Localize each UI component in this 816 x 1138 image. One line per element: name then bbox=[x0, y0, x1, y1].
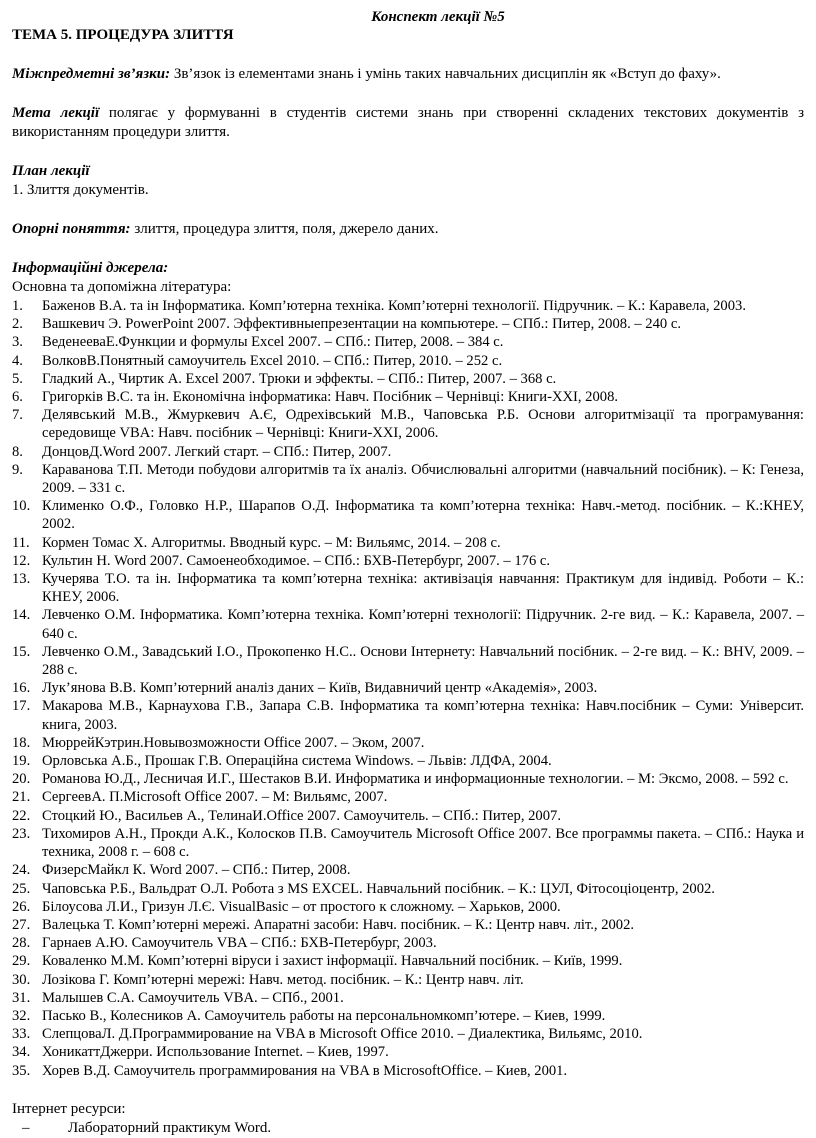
reference-item bbox=[12, 770, 804, 788]
reference-item bbox=[12, 807, 804, 825]
reference-item bbox=[12, 388, 804, 406]
reference-number: 21. bbox=[12, 789, 31, 806]
goal-paragraph bbox=[12, 104, 804, 142]
interdisciplinary-label: Міжпредметні зв’язки: bbox=[12, 66, 171, 82]
dash-bullet: – bbox=[22, 1119, 30, 1136]
reference-item bbox=[12, 788, 804, 806]
reference-item bbox=[12, 916, 804, 934]
reference-text: Коваленко М.М. Комп’ютерні віруси і захист інформації. Навчальний посібник. – Київ, 1999. bbox=[42, 953, 623, 970]
reference-item bbox=[12, 370, 804, 388]
reference-item bbox=[12, 643, 804, 679]
reference-item bbox=[12, 679, 804, 697]
reference-number: 7. bbox=[12, 407, 23, 424]
reference-number: 13. bbox=[12, 571, 31, 588]
reference-number: 12. bbox=[12, 552, 31, 569]
reference-item bbox=[12, 934, 804, 952]
reference-number: 16. bbox=[12, 680, 31, 697]
reference-item bbox=[12, 861, 804, 879]
internet-item-text: Лабораторний практикум Word. bbox=[68, 1119, 272, 1136]
reference-text: Валецька Т. Комп’ютерні мережі. Апаратні засоби: Навч. посібник. – К.: Центр навч. літ., 2002. bbox=[42, 916, 635, 933]
reference-text: Вашкевич Э. PowerPoint 2007. Эффективныепрезентации на компьютере. – СПб.: Питер, 2008. – 240 с. bbox=[42, 316, 681, 333]
reference-number: 25. bbox=[12, 880, 31, 897]
reference-text: Кормен Томас Х. Алгоритмы. Вводный курс. – М: Вильямс, 2014. – 208 с. bbox=[42, 534, 501, 551]
lecture-title: Конспект лекції №5 bbox=[371, 9, 505, 25]
lecture-page bbox=[12, 8, 804, 1138]
goal-label: Мета лекції bbox=[12, 105, 100, 121]
reference-item bbox=[12, 443, 804, 461]
reference-item bbox=[12, 352, 804, 370]
sources-label: Інформаційні джерела: bbox=[12, 260, 169, 276]
reference-text: ФизерсМайкл К. Word 2007. – СПб.: Питер, 2008. bbox=[42, 862, 351, 879]
reference-text: Лук’янова В.В. Комп’ютерний аналіз даних – Київ, Видавничий центр «Академія», 2003. bbox=[42, 680, 598, 697]
reference-number: 19. bbox=[12, 753, 31, 770]
reference-item bbox=[12, 552, 804, 570]
reference-text: Баженов В.А. та ін Інформатика. Комп’ютерна техніка. Комп’ютерні технології. Підручник. – К.: Каравела, 2003. bbox=[42, 298, 746, 314]
reference-item bbox=[12, 315, 804, 333]
reference-text: Левченко О.М. Інформатика. Комп’ютерна техніка. Комп’ютерні технології: Підручник. 2-ге вид. – К.: Каравела, 2007. – 640 с. bbox=[42, 607, 804, 642]
reference-text: СлепцоваЛ. Д.Программирование на VBA в Microsoft Office 2010. – Диалектика, Вильямс, 2010. bbox=[42, 1026, 643, 1043]
reference-number: 32. bbox=[12, 1007, 31, 1024]
reference-text: Макарова М.В., Карнаухова Г.В., Запара С.В. Інформатика та комп’ютерна техніка: Навч.посібник – Суми: Університ. книга, 2003. bbox=[42, 698, 804, 733]
reference-item bbox=[12, 461, 804, 497]
reference-text: Білоусова Л.И., Гризун Л.Є. VisualBasic – от простого к сложному. – Харьков, 2000. bbox=[42, 898, 561, 915]
reference-text: Кучерява Т.О. та ін. Інформатика та комп’ютерна техніка: активізація навчання: Практикум для індивід. Роботи – К.: КНЕУ, 2006. bbox=[42, 571, 804, 606]
concepts-label: Опорні поняття: bbox=[12, 221, 131, 237]
reference-text: ВеденееваЕ.Функции и формулы Excel 2007. – СПб.: Питер, 2008. – 384 с. bbox=[42, 334, 504, 351]
reference-text: ДонцовД.Word 2007. Легкий старт. – СПб.: Питер, 2007. bbox=[42, 443, 392, 460]
reference-item bbox=[12, 989, 804, 1007]
reference-text: СергеевА. П.Microsoft Office 2007. – М: Вильямс, 2007. bbox=[42, 789, 388, 806]
reference-item bbox=[12, 406, 804, 442]
plan-label: План лекції bbox=[12, 163, 90, 179]
reference-item bbox=[12, 1007, 804, 1025]
reference-item bbox=[12, 952, 804, 970]
reference-number: 18. bbox=[12, 734, 31, 751]
reference-number: 15. bbox=[12, 643, 31, 660]
reference-text: Малышев С.А. Самоучитель VBA. – СПб., 2001. bbox=[42, 989, 344, 1006]
interdisciplinary-paragraph bbox=[12, 65, 804, 84]
reference-item bbox=[12, 825, 804, 861]
reference-number: 23. bbox=[12, 825, 31, 842]
goal-text: полягає у формуванні в студентів системи знань при створенні складених текстових документів з використанням процедури злиття. bbox=[12, 105, 805, 140]
reference-number: 33. bbox=[12, 1026, 31, 1043]
reference-text: МюррейКэтрин.Новывозможности Office 2007. – Эком, 2007. bbox=[42, 734, 425, 751]
internet-item bbox=[12, 1119, 804, 1138]
reference-number: 34. bbox=[12, 1044, 31, 1061]
reference-number: 4. bbox=[12, 352, 23, 369]
reference-item bbox=[12, 752, 804, 770]
reference-item bbox=[12, 497, 804, 533]
reference-number: 26. bbox=[12, 898, 31, 915]
concepts-text: злиття, процедура злиття, поля, джерело даних. bbox=[130, 221, 439, 237]
reference-item bbox=[12, 606, 804, 642]
reference-number: 35. bbox=[12, 1062, 31, 1079]
reference-item bbox=[12, 734, 804, 752]
reference-text: Лозікова Г. Комп’ютерні мережі: Навч. метод. посібник. – К.: Центр навч. літ. bbox=[42, 971, 524, 988]
interdisciplinary-text: Зв’язок із елементами знань і умінь таких навчальних дисциплін як «Вступ до фаху». bbox=[170, 66, 721, 82]
reference-number: 9. bbox=[12, 461, 23, 478]
reference-number: 1. bbox=[12, 298, 23, 314]
reference-list bbox=[12, 297, 804, 1080]
reference-text: Гарнаев А.Ю. Самоучитель VBA – СПб.: БХВ-Петербург, 2003. bbox=[42, 935, 437, 952]
reference-text: Караванова Т.П. Методи побудови алгоритмів та їх аналіз. Обчислювальні алгоритми (навчальний посібник). – К: Генеза, 2009. – 331 с. bbox=[42, 461, 804, 497]
reference-number: 20. bbox=[12, 771, 31, 788]
reference-text: Орловська А.Б., Прошак Г.В. Операційна система Windows. – Львів: ЛДФА, 2004. bbox=[42, 753, 552, 770]
reference-number: 17. bbox=[12, 698, 31, 715]
sources-subtitle: Основна та допоміжна література: bbox=[12, 279, 232, 295]
reference-number: 30. bbox=[12, 971, 31, 988]
reference-text: Левченко О.М., Завадський І.О., Прокопенко Н.С.. Основи Інтернету: Навчальний посібник. – 2-ге вид. – К.: BHV, 2009. – 288 с. bbox=[42, 643, 804, 679]
reference-item bbox=[12, 297, 804, 315]
reference-number: 28. bbox=[12, 935, 31, 952]
reference-text: Стоцкий Ю., Васильев А., ТелинаИ.Office 2007. Самоучитель. – СПб.: Питер, 2007. bbox=[42, 807, 561, 824]
plan-item: 1. Злиття документів. bbox=[12, 182, 149, 198]
reference-number: 31. bbox=[12, 989, 31, 1006]
concepts-paragraph bbox=[12, 220, 804, 239]
reference-number: 11. bbox=[12, 534, 30, 551]
reference-text: Делявський М.В., Жмуркевич А.Є, Одрехівський М.В., Чаповська Р.Б. Основи алгоритмізації та програмування: середовище VBA: Навч. посібник – Чернівці: Книги-XXI, 2006. bbox=[42, 407, 804, 442]
reference-text: Пасько В., Колесников А. Самоучитель работы на персональномкомп’ютере. – Киев, 1999. bbox=[42, 1007, 606, 1024]
reference-text: Хорев В.Д. Самоучитель программирования на VBA в MicrosoftOffice. – Киев, 2001. bbox=[42, 1062, 568, 1079]
reference-text: Григорків В.С. та ін. Економічна інформатика: Навч. Посібник – Чернівці: Книги-XXI, 2008. bbox=[42, 389, 619, 406]
reference-item bbox=[12, 898, 804, 916]
reference-number: 10. bbox=[12, 498, 31, 515]
reference-item bbox=[12, 697, 804, 733]
reference-text: ХоникаттДжерри. Использование Internet. – Киев, 1997. bbox=[42, 1044, 389, 1061]
reference-text: Чаповська Р.Б., Вальдрат О.Л. Робота з MS EXCEL. Навчальний посібник. – К.: ЦУЛ, Фітосоціоцентр, 2002. bbox=[42, 880, 715, 897]
reference-item bbox=[12, 880, 804, 898]
reference-item bbox=[12, 1043, 804, 1061]
reference-text: Гладкий А., Чиртик А. Excel 2007. Трюки и эффекты. – СПб.: Питер, 2007. – 368 с. bbox=[42, 370, 557, 387]
internet-label: Інтернет ресурси: bbox=[12, 1100, 126, 1117]
reference-number: 24. bbox=[12, 862, 31, 879]
reference-number: 6. bbox=[12, 389, 23, 406]
reference-number: 29. bbox=[12, 953, 31, 970]
reference-text: ВолковВ.Понятный самоучитель Excel 2010. – СПб.: Питер, 2010. – 252 с. bbox=[42, 352, 503, 369]
reference-text: Романова Ю.Д., Лесничая И.Г., Шестаков В.И. Информатика и информационные технологии. – М: Эксмо, 2008. – 592 с. bbox=[42, 771, 789, 788]
reference-number: 14. bbox=[12, 607, 31, 624]
reference-number: 3. bbox=[12, 334, 23, 351]
reference-number: 27. bbox=[12, 916, 31, 933]
reference-item bbox=[12, 971, 804, 989]
reference-number: 2. bbox=[12, 316, 23, 333]
reference-item bbox=[12, 1025, 804, 1043]
reference-item bbox=[12, 333, 804, 351]
reference-item bbox=[12, 1062, 804, 1080]
reference-text: Клименко О.Ф., Головко Н.Р., Шарапов О.Д. Інформатика та комп’ютерна техніка: Навч.-метод. посібник. – К.:КНЕУ, 2002. bbox=[42, 498, 804, 533]
reference-item bbox=[12, 570, 804, 606]
reference-number: 5. bbox=[12, 370, 23, 387]
topic-heading: ТЕМА 5. ПРОЦЕДУРА ЗЛИТТЯ bbox=[12, 27, 234, 43]
reference-number: 22. bbox=[12, 807, 31, 824]
reference-number: 8. bbox=[12, 443, 23, 460]
reference-text: Культин Н. Word 2007. Самоенеобходимое. – СПб.: БХВ-Петербург, 2007. – 176 с. bbox=[42, 552, 551, 569]
reference-text: Тихомиров А.Н., Прокди А.К., Колосков П.В. Самоучитель Microsoft Office 2007. Все программы пакета. – СПб.: Наука и техника, 2008 г. – 608 с. bbox=[42, 825, 804, 861]
reference-item bbox=[12, 534, 804, 552]
